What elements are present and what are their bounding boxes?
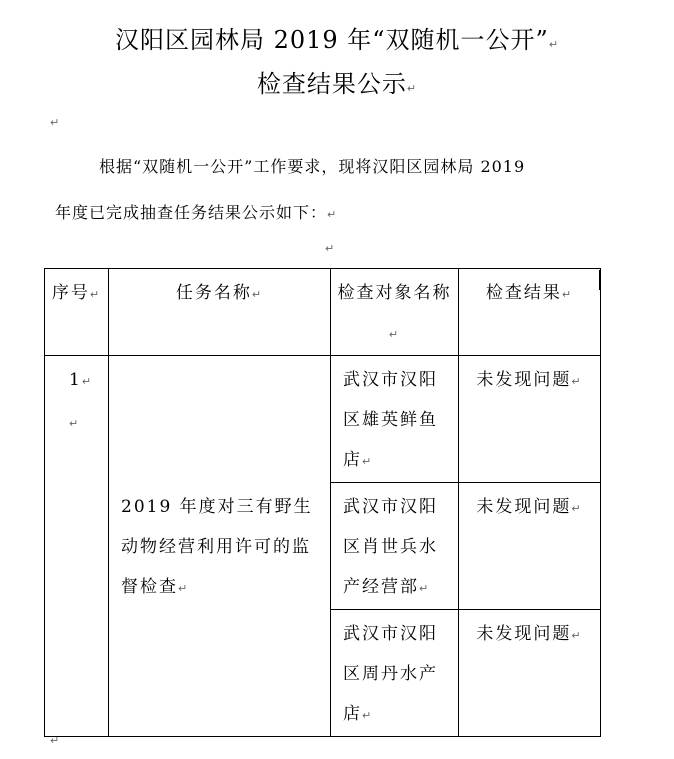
paragraph-mark-icon: ↵ <box>419 582 431 595</box>
result-cell[interactable] <box>459 356 601 483</box>
paragraph-mark-icon: ↵ <box>50 116 60 129</box>
result-text: 未发现问题 <box>476 370 572 390</box>
row-index-cell[interactable] <box>45 356 109 737</box>
target-name: 武汉市汉阳区肖世兵水产经营部 <box>343 497 438 597</box>
table-row <box>45 356 601 483</box>
header-label: 检查结果 <box>485 283 562 303</box>
paragraph-mark-icon: ↵ <box>571 375 583 388</box>
paragraph-mark-icon: ↵ <box>50 734 60 747</box>
paragraph-line-1-text: 根据“双随机一公开”工作要求，现将汉阳区园林局 2019 <box>99 157 526 176</box>
header-label: 序号 <box>51 283 90 303</box>
paragraph-mark-icon: ↵ <box>362 455 374 468</box>
paragraph-mark-icon: ↵ <box>327 208 338 221</box>
paragraph-mark-icon: ↵ <box>548 38 560 51</box>
paragraph-mark-icon: ↵ <box>325 242 335 255</box>
paragraph-mark-icon: ↵ <box>89 288 102 301</box>
header-cell-task[interactable] <box>109 269 331 356</box>
paragraph-mark-icon: ↵ <box>178 582 190 595</box>
result-cell[interactable] <box>459 610 601 737</box>
document-title-line-1 <box>0 20 674 55</box>
header-cell-index[interactable] <box>45 269 109 356</box>
header-cell-result[interactable] <box>459 269 601 356</box>
target-cell[interactable] <box>331 356 459 483</box>
paragraph-mark-icon: ↵ <box>388 328 401 341</box>
header-label: 任务名称 <box>175 283 252 303</box>
target-cell[interactable] <box>331 483 459 610</box>
paragraph-line-2-text: 年度已完成抽查任务结果公示如下： <box>55 203 328 222</box>
target-name: 武汉市汉阳区雄英鲜鱼店 <box>343 370 438 470</box>
body-paragraph-line-2[interactable] <box>55 190 615 238</box>
paragraph-mark-icon: ↵ <box>362 709 374 722</box>
task-name: 2019 年度对三有野生动物经营利用许可的监督检查 <box>121 497 313 597</box>
header-cell-target[interactable] <box>331 269 459 356</box>
paragraph-mark-icon: ↵ <box>571 502 583 515</box>
document-title-line-2 <box>0 64 674 99</box>
target-name: 武汉市汉阳区周丹水产店 <box>343 624 438 724</box>
paragraph-mark-icon: ↵ <box>561 288 574 301</box>
result-text: 未发现问题 <box>476 624 572 644</box>
row-index: 1 <box>69 370 82 390</box>
paragraph-mark-icon: ↵ <box>571 629 583 642</box>
text-cursor <box>599 270 601 290</box>
body-paragraph-line-1[interactable] <box>55 144 615 190</box>
results-table <box>44 268 601 737</box>
title-line-2-text: 检查结果公示 <box>256 70 407 98</box>
paragraph-mark-icon: ↵ <box>406 82 418 95</box>
paragraph-mark-icon: ↵ <box>251 288 264 301</box>
paragraph-mark-icon: ↵ <box>81 375 94 388</box>
paragraph-mark-icon: ↵ <box>69 417 81 430</box>
task-name-cell[interactable] <box>109 356 331 737</box>
result-text: 未发现问题 <box>476 497 572 517</box>
title-line-1-text: 汉阳区园林局 2019 年“双随机一公开” <box>114 26 549 54</box>
table-header-row <box>45 269 601 356</box>
result-cell[interactable] <box>459 483 601 610</box>
header-label: 检查对象名称 <box>337 283 452 303</box>
target-cell[interactable] <box>331 610 459 737</box>
